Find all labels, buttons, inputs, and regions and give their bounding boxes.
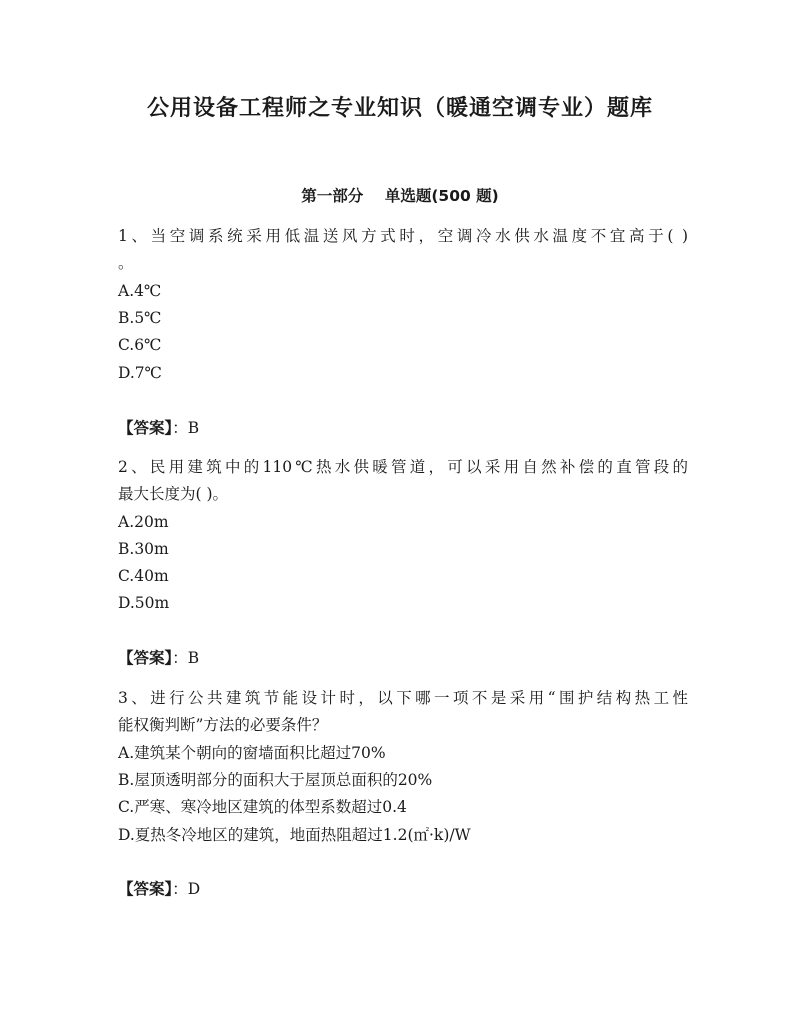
question-2-option-b: B.30m	[118, 540, 169, 558]
answer-label: 【答案】	[118, 649, 173, 667]
section-title: 第一部分 单选题(500 题)	[301, 187, 499, 205]
question-3-stem: 3、进行公共建筑节能设计时，以下哪一项不是采用“围护结构热工性	[118, 689, 688, 707]
question-3-option-c: C.严寒、寒冷地区建筑的体型系数超过0.4	[118, 798, 407, 816]
page-title: 公用设备工程师之专业知识（暖通空调专业）题库	[146, 96, 653, 121]
question-1-answer	[118, 415, 688, 441]
question-2-option-d: D.50m	[118, 594, 170, 612]
answer-label: 【答案】	[118, 419, 173, 437]
answer-value: ：D	[172, 880, 201, 898]
question-1-option-c: C.6℃	[118, 336, 162, 354]
question-1-option-d: D.7℃	[118, 364, 163, 382]
question-2-stem: 2、民用建筑中的110℃热水供暖管道，可以采用自然补偿的直管段的	[118, 458, 688, 476]
question-3-answer	[118, 876, 688, 902]
question-1-stem-cont: 。	[118, 254, 134, 272]
question-2-stem-cont: 最大长度为( )。	[118, 485, 229, 503]
question-3-option-d: D.夏热冬冷地区的建筑，地面热阻超过1.2(㎡·k)/W	[118, 826, 471, 844]
answer-value: ：B	[172, 649, 200, 667]
question-1-option-b: B.5℃	[118, 309, 162, 327]
answer-label: 【答案】	[118, 880, 173, 898]
question-1-option-a: A.4℃	[118, 282, 162, 300]
question-2-option-c: C.40m	[118, 567, 169, 585]
question-1-stem: 1、当空调系统采用低温送风方式时，空调冷水供水温度不宜高于( )	[118, 227, 688, 245]
question-2-answer	[118, 645, 688, 671]
question-3-option-a: A.建筑某个朝向的窗墙面积比超过70%	[118, 744, 386, 762]
question-2-option-a: A.20m	[118, 513, 169, 531]
answer-value: ：B	[172, 419, 200, 437]
question-3-option-b: B.屋顶透明部分的面积大于屋顶总面积的20%	[118, 771, 433, 789]
question-3-stem-cont: 能权衡判断”方法的必要条件？	[118, 716, 328, 734]
